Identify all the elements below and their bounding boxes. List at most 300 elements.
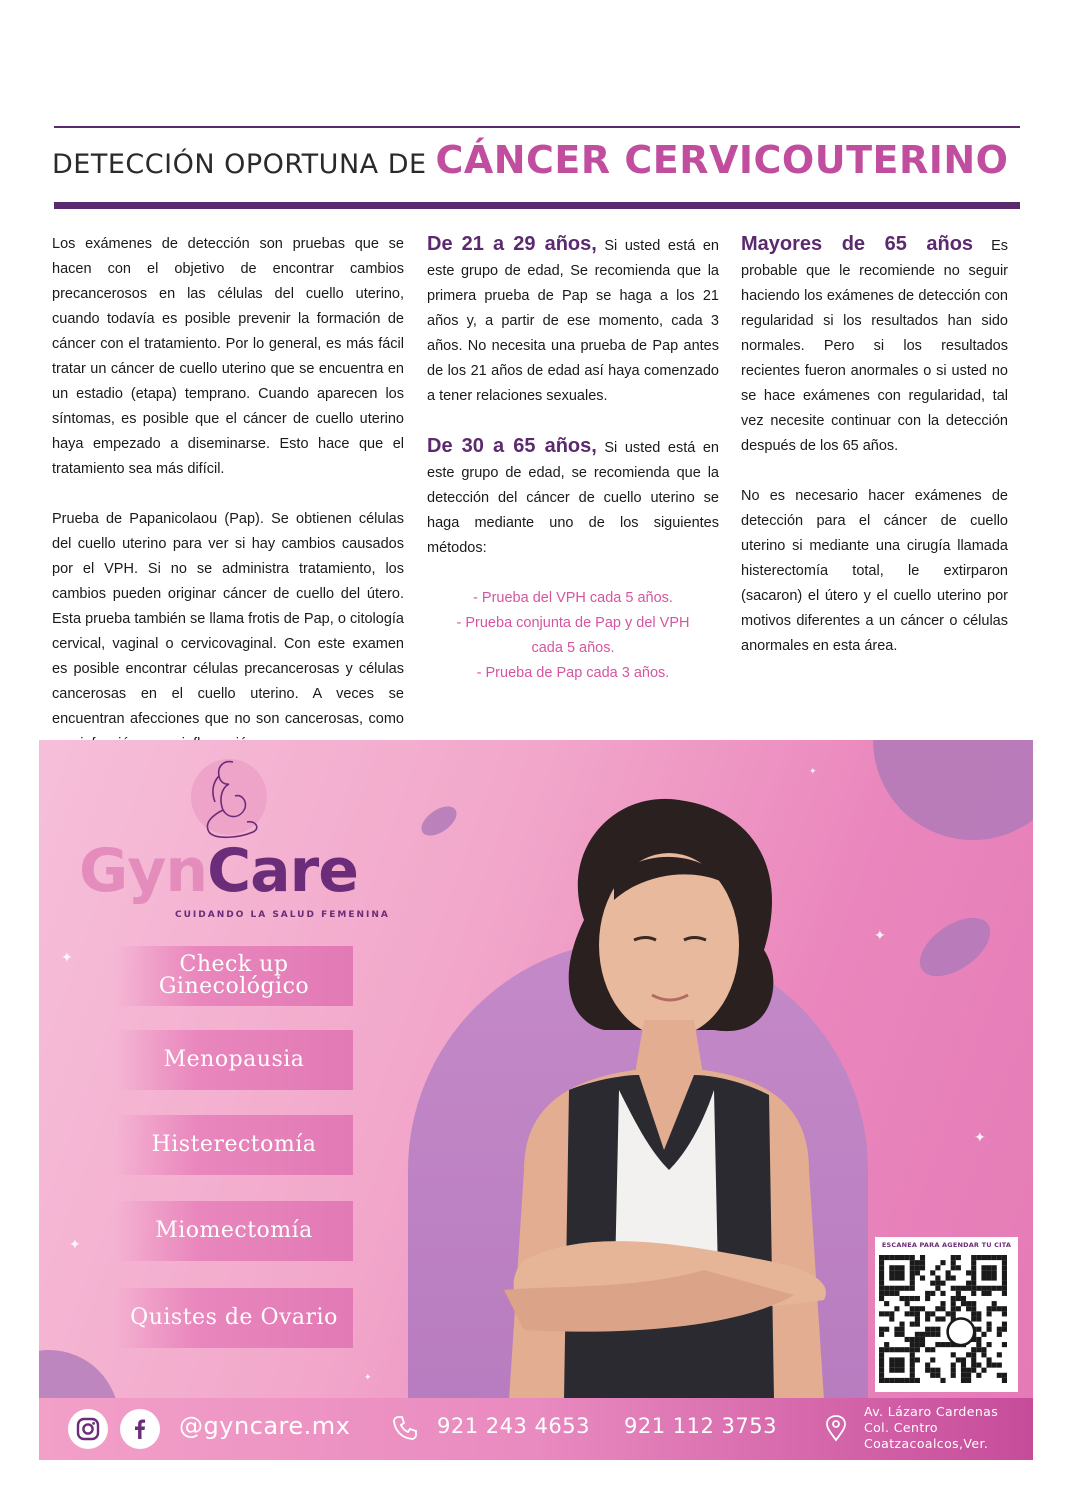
qr-module	[915, 1270, 920, 1275]
qr-module	[951, 1301, 956, 1306]
qr-module	[966, 1301, 971, 1306]
qr-module	[925, 1368, 930, 1373]
qr-module	[951, 1311, 956, 1316]
qr-module	[910, 1311, 915, 1316]
qr-module	[951, 1352, 956, 1357]
qr-module	[889, 1291, 894, 1296]
qr-module	[879, 1281, 884, 1286]
qr-module	[889, 1270, 894, 1275]
qr-module	[1002, 1322, 1007, 1327]
facebook-icon	[128, 1417, 152, 1441]
service-miomectomia	[115, 1201, 353, 1261]
qr-module	[971, 1357, 976, 1362]
qr-module	[966, 1373, 971, 1378]
qr-module	[1002, 1281, 1007, 1286]
qr-module	[920, 1275, 925, 1280]
qr-module	[987, 1291, 992, 1296]
qr-module	[879, 1311, 884, 1316]
qr-module	[910, 1306, 915, 1311]
qr-module	[879, 1352, 884, 1357]
qr-module	[966, 1378, 971, 1383]
qr-module	[884, 1342, 889, 1347]
qr-module	[987, 1265, 992, 1270]
qr-module	[951, 1373, 956, 1378]
address-line: Coatzacoalcos,Ver.	[864, 1436, 989, 1451]
qr-module	[971, 1286, 976, 1291]
qr-module	[966, 1368, 971, 1373]
qr-module	[971, 1347, 976, 1352]
qr-module	[889, 1363, 894, 1368]
qr-module	[976, 1255, 981, 1260]
qr-module	[920, 1265, 925, 1270]
qr-module	[915, 1342, 920, 1347]
qr-module	[987, 1275, 992, 1280]
qr-module	[915, 1347, 920, 1352]
qr-module	[930, 1357, 935, 1362]
qr-code-icon[interactable]	[879, 1255, 1007, 1383]
phone-number-2[interactable]: 921 112 3753	[624, 1414, 777, 1438]
qr-module	[987, 1286, 992, 1291]
qr-module	[905, 1286, 910, 1291]
qr-module	[997, 1255, 1002, 1260]
qr-module	[1002, 1265, 1007, 1270]
decor-blob	[873, 740, 1033, 840]
qr-module	[971, 1255, 976, 1260]
pap-paragraph: Prueba de Papanicolaou (Pap). Se obtienen células del cuello uterino para ver si hay cambios causados por el VPH. Si no se administra tratamiento, los cambios pueden originar cáncer de cuello del útero. Esta prueba también se llama frotis de Pap, o citología cervical, vaginal o cervicovaginal. Con este examen es posible encontrar células precancerosas y células cancerosas en el cuello uterino. A veces se encuentran afecciones que no son cancerosas, como	[52, 511, 404, 727]
brand-care: Care	[207, 836, 358, 906]
qr-module	[951, 1275, 956, 1280]
qr-module	[946, 1311, 951, 1316]
qr-module	[971, 1265, 976, 1270]
qr-module	[899, 1322, 904, 1327]
qr-module	[889, 1311, 894, 1316]
service-label: Ginecológico	[158, 974, 310, 999]
sparkle-icon: ✦	[874, 927, 886, 943]
qr-module	[910, 1357, 915, 1362]
over-65-heading: Mayores de 65 años	[741, 233, 974, 255]
service-histerectomia	[115, 1115, 353, 1175]
qr-module	[976, 1342, 981, 1347]
qr-module	[976, 1347, 981, 1352]
qr-module	[930, 1270, 935, 1275]
qr-module	[894, 1275, 899, 1280]
qr-module	[956, 1265, 961, 1270]
qr-module	[1002, 1275, 1007, 1280]
service-checkup	[115, 946, 353, 1006]
qr-module	[889, 1357, 894, 1362]
qr-module	[920, 1332, 925, 1337]
qr-module	[910, 1275, 915, 1280]
qr-module	[971, 1291, 976, 1296]
qr-module	[951, 1255, 956, 1260]
qr-module	[935, 1275, 940, 1280]
qr-module	[894, 1363, 899, 1368]
qr-module	[899, 1368, 904, 1373]
qr-module	[997, 1286, 1002, 1291]
qr-module	[971, 1260, 976, 1265]
service-label: Quistes de Ovario	[130, 1305, 338, 1330]
qr-module	[956, 1291, 961, 1296]
qr-module	[951, 1286, 956, 1291]
qr-module	[915, 1306, 920, 1311]
qr-module	[879, 1296, 884, 1301]
qr-module	[1002, 1286, 1007, 1291]
qr-module	[961, 1296, 966, 1301]
qr-module	[961, 1378, 966, 1383]
qr-module	[899, 1275, 904, 1280]
page-title	[52, 138, 1032, 182]
qr-module	[925, 1363, 930, 1368]
qr-module	[905, 1301, 910, 1306]
qr-module	[910, 1260, 915, 1265]
qr-module	[1002, 1373, 1007, 1378]
qr-code-card[interactable]	[875, 1237, 1018, 1392]
facebook-link[interactable]	[120, 1409, 160, 1449]
qr-module	[987, 1363, 992, 1368]
qr-module	[894, 1286, 899, 1291]
header-rule-top	[54, 126, 1020, 128]
qr-module	[987, 1327, 992, 1332]
age-21-29-heading: De 21 a 29 años,	[427, 233, 597, 255]
qr-module	[899, 1327, 904, 1332]
qr-module	[1002, 1327, 1007, 1332]
qr-module	[910, 1352, 915, 1357]
qr-module	[930, 1281, 935, 1286]
sparkle-icon: ✦	[364, 1372, 372, 1382]
qr-module	[946, 1342, 951, 1347]
qr-module	[899, 1347, 904, 1352]
qr-module	[879, 1373, 884, 1378]
phone-icon	[391, 1414, 419, 1442]
qr-module	[899, 1363, 904, 1368]
qr-module	[894, 1327, 899, 1332]
qr-module	[997, 1306, 1002, 1311]
age-21-29-block	[427, 232, 719, 409]
qr-module	[925, 1347, 930, 1352]
age-30-65-heading: De 30 a 65 años,	[427, 435, 597, 457]
contact-bar	[39, 1398, 1033, 1460]
qr-module	[992, 1270, 997, 1275]
qr-module	[905, 1337, 910, 1342]
qr-module	[971, 1281, 976, 1286]
whatsapp-icon	[948, 1318, 975, 1345]
pregnant-woman-logo-icon	[189, 752, 271, 846]
qr-module	[976, 1337, 981, 1342]
qr-module	[935, 1281, 940, 1286]
address-line: Col. Centro	[864, 1420, 938, 1435]
list-item: - Prueba del VPH cada 5 años.	[473, 590, 673, 606]
qr-module	[966, 1352, 971, 1357]
age-30-65-text: Si usted está en este grupo de edad, se recomienda que la detección del cáncer de cuello uterino se haga mediante uno de los siguientes métodos:	[427, 440, 719, 556]
qr-module	[976, 1316, 981, 1321]
decor-blob	[416, 801, 461, 842]
qr-module	[971, 1311, 976, 1316]
qr-module	[905, 1311, 910, 1316]
qr-module	[894, 1332, 899, 1337]
qr-module	[884, 1286, 889, 1291]
qr-module	[910, 1296, 915, 1301]
qr-module	[971, 1352, 976, 1357]
service-label: Check up	[179, 952, 289, 977]
qr-module	[879, 1275, 884, 1280]
qr-module	[987, 1322, 992, 1327]
qr-module	[935, 1373, 940, 1378]
qr-module	[961, 1301, 966, 1306]
qr-module	[961, 1286, 966, 1291]
qr-module	[987, 1255, 992, 1260]
qr-module	[966, 1270, 971, 1275]
qr-module	[884, 1327, 889, 1332]
qr-module	[894, 1347, 899, 1352]
qr-module	[935, 1316, 940, 1321]
instagram-link[interactable]	[68, 1409, 108, 1449]
qr-module	[910, 1368, 915, 1373]
qr-module	[915, 1357, 920, 1362]
intro-paragraph: Los exámenes de detección son pruebas que se hacen con el objetivo de encontrar cambios precancerosos en las células del cuello uterino, cuando todavía es posible prevenir la formación de cáncer con el tratamiento. Por lo general, es más fácil tratar un cáncer de cuello uterino que se encuentra en un estadio (etapa) temprano. Cuando aparecen los síntomas, es posible que el cáncer de cuello uterino haya empezado a diseminarse. Esto hace que el tratamiento sea más difícil.	[52, 236, 404, 477]
qr-module	[915, 1322, 920, 1327]
qr-module	[987, 1311, 992, 1316]
sparkle-icon: ✦	[809, 766, 817, 776]
qr-module	[987, 1306, 992, 1311]
qr-module	[915, 1332, 920, 1337]
qr-module	[940, 1306, 945, 1311]
qr-module	[884, 1347, 889, 1352]
over-65-text: Es probable que le recomiende no seguir haciendo los exámenes de detección con regularidad si los resultados han sido normales. Pero si los resultados recientes fueron anormales o si usted no se hace exámenes con regularidad, tal vez necesite continuar con la detección después de los 65 años.	[741, 238, 1009, 454]
qr-module	[930, 1327, 935, 1332]
qr-module	[961, 1357, 966, 1362]
qr-module	[930, 1291, 935, 1296]
qr-module	[956, 1357, 961, 1362]
qr-module	[910, 1337, 915, 1342]
qr-module	[951, 1296, 956, 1301]
qr-module	[910, 1322, 915, 1327]
qr-module	[925, 1311, 930, 1316]
hysterectomy-paragraph: No es necesario hacer exámenes de detección para el cáncer de cuello uterino si mediante una cirugía llamada histerectomía total, le extirparon (sacaron) el útero y el cuello uterino por motivos diferentes a un cáncer o células anormales en esta área.	[741, 488, 1008, 654]
qr-module	[905, 1347, 910, 1352]
qr-module	[920, 1255, 925, 1260]
qr-module	[889, 1378, 894, 1383]
qr-module	[1002, 1306, 1007, 1311]
list-item: - Prueba de Pap cada 3 años.	[476, 665, 670, 681]
qr-module	[1002, 1270, 1007, 1275]
qr-module	[956, 1255, 961, 1260]
qr-module	[1002, 1378, 1007, 1383]
qr-module	[884, 1378, 889, 1383]
qr-module	[905, 1378, 910, 1383]
qr-module	[961, 1373, 966, 1378]
qr-module	[889, 1368, 894, 1373]
title-bold: CÁNCER CERVICOUTERINO	[435, 138, 1009, 182]
qr-module	[925, 1316, 930, 1321]
qr-module	[935, 1342, 940, 1347]
qr-module	[879, 1357, 884, 1362]
sparkle-icon: ✦	[974, 1129, 986, 1145]
qr-module	[884, 1311, 889, 1316]
address	[864, 1404, 998, 1452]
qr-module	[910, 1378, 915, 1383]
qr-module	[997, 1373, 1002, 1378]
phone-number-1[interactable]: 921 243 4653	[437, 1414, 590, 1438]
service-quistes	[115, 1288, 353, 1348]
qr-module	[879, 1332, 884, 1337]
qr-module	[992, 1255, 997, 1260]
qr-module	[899, 1332, 904, 1337]
qr-module	[992, 1286, 997, 1291]
qr-module	[951, 1368, 956, 1373]
qr-module	[1002, 1342, 1007, 1347]
qr-module	[987, 1357, 992, 1362]
qr-module	[894, 1378, 899, 1383]
qr-module	[879, 1270, 884, 1275]
qr-module	[899, 1378, 904, 1383]
over-65-block	[741, 232, 1008, 459]
woman-portrait-image	[464, 790, 864, 1400]
qr-module	[956, 1306, 961, 1311]
qr-module	[910, 1255, 915, 1260]
qr-module	[910, 1270, 915, 1275]
qr-module	[915, 1337, 920, 1342]
qr-module	[966, 1286, 971, 1291]
qr-module	[899, 1255, 904, 1260]
qr-module	[910, 1286, 915, 1291]
qr-module	[981, 1275, 986, 1280]
qr-module	[894, 1255, 899, 1260]
qr-module	[925, 1291, 930, 1296]
list-item: - Prueba conjunta de Pap y del VPH cada 5 años.	[456, 615, 690, 656]
qr-module	[992, 1265, 997, 1270]
decor-blob	[910, 906, 1001, 988]
qr-module	[976, 1286, 981, 1291]
qr-module	[956, 1296, 961, 1301]
qr-module	[884, 1255, 889, 1260]
qr-module	[884, 1291, 889, 1296]
qr-module	[940, 1260, 945, 1265]
qr-module	[894, 1270, 899, 1275]
qr-module	[997, 1363, 1002, 1368]
qr-module	[1002, 1255, 1007, 1260]
qr-module	[981, 1270, 986, 1275]
qr-module	[935, 1368, 940, 1373]
qr-module	[976, 1373, 981, 1378]
qr-module	[899, 1357, 904, 1362]
qr-module	[889, 1265, 894, 1270]
qr-module	[971, 1270, 976, 1275]
qr-module	[997, 1327, 1002, 1332]
qr-module	[971, 1368, 976, 1373]
gyncare-ad	[39, 740, 1033, 1460]
qr-module	[889, 1275, 894, 1280]
qr-module	[935, 1306, 940, 1311]
qr-module	[879, 1363, 884, 1368]
qr-module	[889, 1286, 894, 1291]
qr-module	[930, 1347, 935, 1352]
qr-module	[915, 1378, 920, 1383]
qr-module	[981, 1347, 986, 1352]
qr-module	[915, 1260, 920, 1265]
qr-module	[971, 1363, 976, 1368]
brand-logo	[79, 836, 358, 906]
qr-module	[930, 1311, 935, 1316]
qr-module	[981, 1368, 986, 1373]
qr-module	[961, 1368, 966, 1373]
address-line: Av. Lázaro Cardenas	[864, 1404, 999, 1419]
qr-module	[981, 1352, 986, 1357]
qr-module	[992, 1301, 997, 1306]
social-handle[interactable]: @gyncare.mx	[179, 1412, 351, 1440]
qr-module	[1002, 1291, 1007, 1296]
qr-module	[940, 1291, 945, 1296]
qr-module	[915, 1311, 920, 1316]
column-age-groups	[427, 232, 719, 686]
qr-module	[961, 1363, 966, 1368]
qr-module	[879, 1368, 884, 1373]
age-30-65-block	[427, 434, 719, 561]
qr-module	[879, 1291, 884, 1296]
qr-module	[894, 1291, 899, 1296]
qr-module	[905, 1255, 910, 1260]
qr-module	[910, 1265, 915, 1270]
column-over-65	[741, 232, 1008, 684]
qr-module	[966, 1281, 971, 1286]
qr-module	[940, 1342, 945, 1347]
qr-module	[905, 1296, 910, 1301]
sparkle-icon: ✦	[69, 1236, 81, 1252]
service-label: Menopausia	[163, 1047, 305, 1072]
qr-module	[940, 1281, 945, 1286]
qr-module	[925, 1332, 930, 1337]
qr-module	[940, 1316, 945, 1321]
service-label: Miomectomía	[155, 1218, 313, 1243]
qr-module	[910, 1281, 915, 1286]
brand-gyn: Gyn	[79, 836, 208, 906]
qr-module	[930, 1368, 935, 1373]
qr-module	[894, 1306, 899, 1311]
qr-module	[935, 1265, 940, 1270]
service-menopausia	[115, 1030, 353, 1090]
qr-module	[889, 1316, 894, 1321]
qr-module	[910, 1342, 915, 1347]
qr-module	[879, 1255, 884, 1260]
brand-tagline: CUIDANDO LA SALUD FEMENINA	[175, 910, 390, 920]
qr-module	[935, 1332, 940, 1337]
instagram-icon	[76, 1417, 100, 1441]
qr-module	[976, 1327, 981, 1332]
qr-module	[879, 1286, 884, 1291]
qr-module	[894, 1357, 899, 1362]
qr-module	[915, 1316, 920, 1321]
qr-module	[935, 1286, 940, 1291]
qr-module	[920, 1260, 925, 1265]
qr-module	[946, 1275, 951, 1280]
qr-module	[951, 1363, 956, 1368]
qr-module	[1002, 1260, 1007, 1265]
qr-module	[997, 1352, 1002, 1357]
qr-module	[920, 1337, 925, 1342]
qr-module	[930, 1373, 935, 1378]
qr-module	[987, 1342, 992, 1347]
qr-module	[981, 1332, 986, 1337]
qr-module	[879, 1327, 884, 1332]
qr-module	[951, 1260, 956, 1265]
qr-module	[894, 1265, 899, 1270]
location-pin-icon	[825, 1414, 847, 1442]
qr-module	[987, 1270, 992, 1275]
qr-module	[889, 1347, 894, 1352]
sparkle-icon: ✦	[61, 949, 73, 965]
qr-module	[940, 1378, 945, 1383]
qr-module	[899, 1265, 904, 1270]
qr-module	[879, 1260, 884, 1265]
